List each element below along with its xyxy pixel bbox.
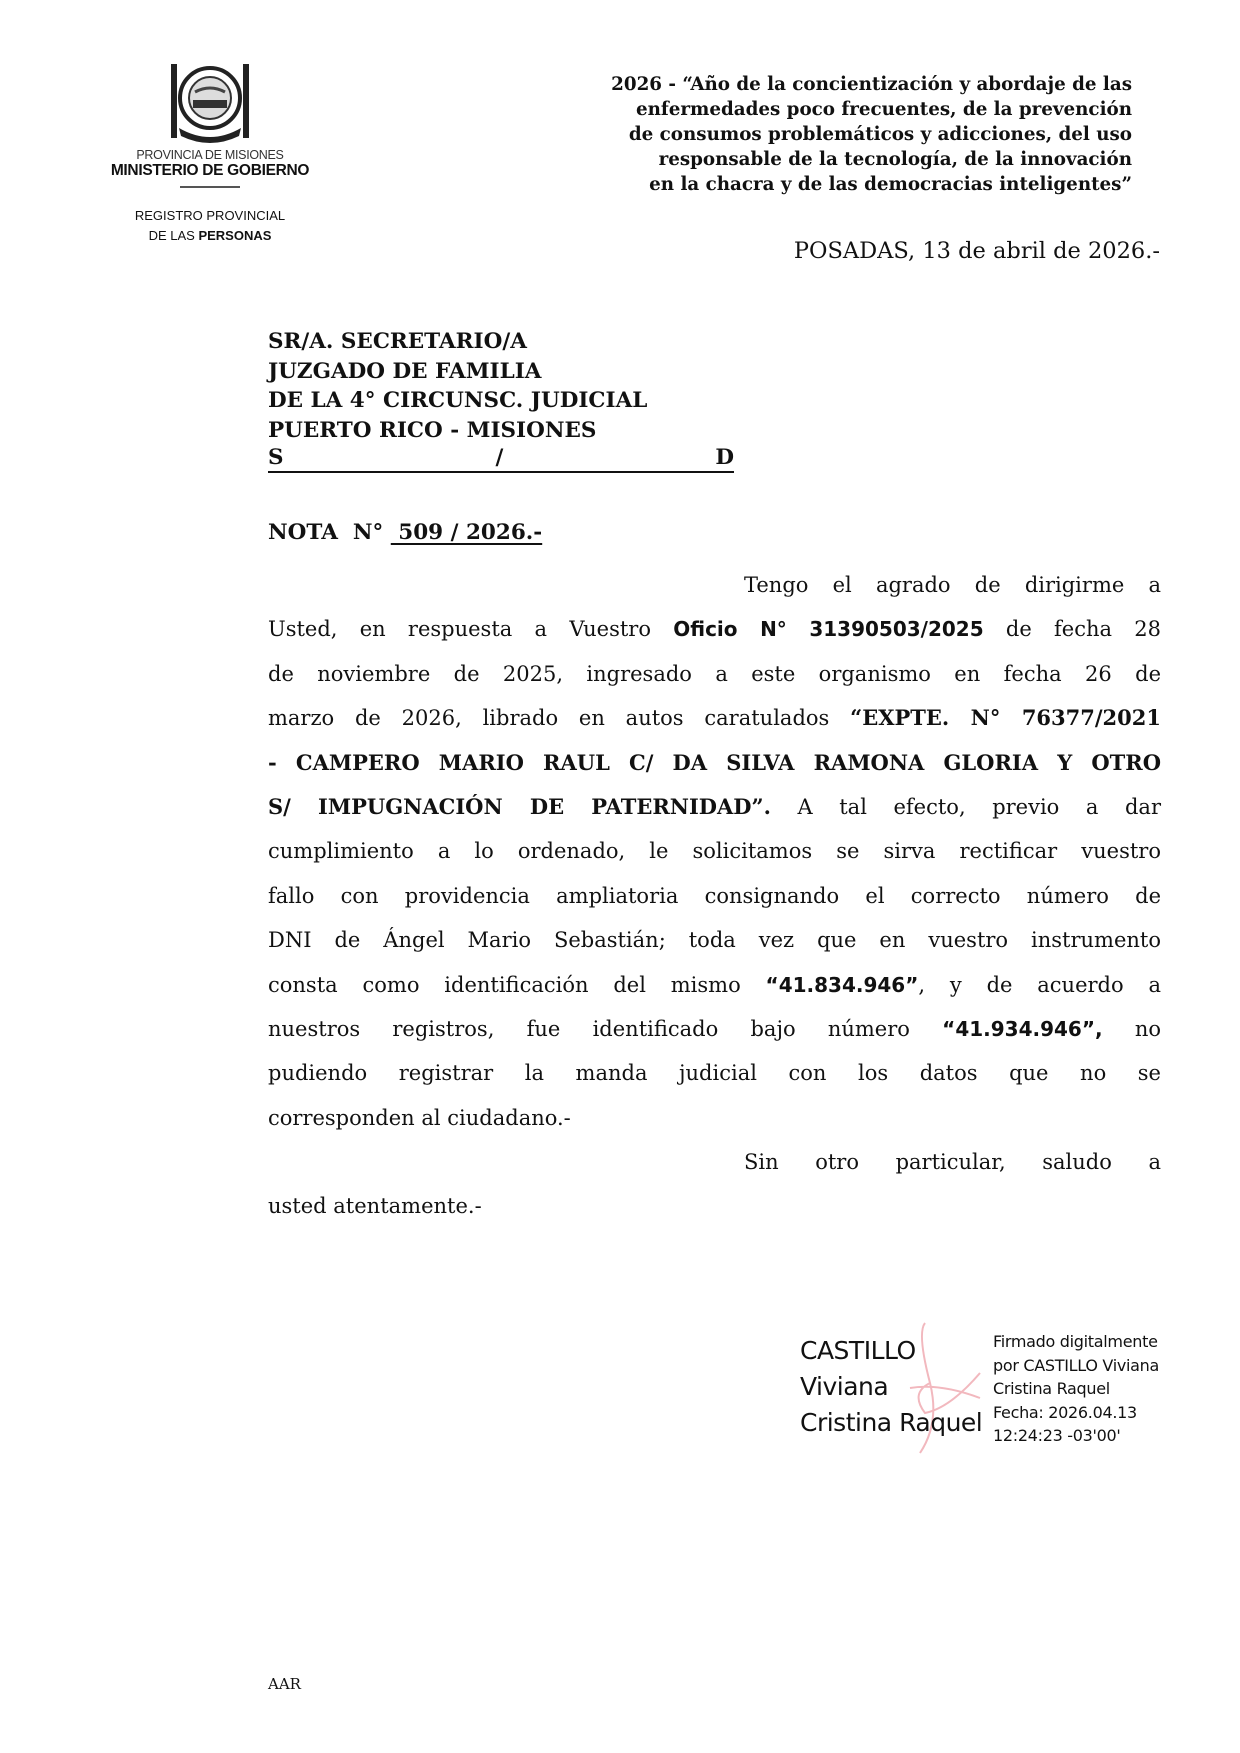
- sd-d: D: [715, 445, 734, 471]
- signature-detail-line: Firmado digitalmente: [993, 1332, 1158, 1351]
- note-label: NOTA N°: [268, 520, 384, 545]
- body-text: DNI de Ángel Mario Sebastián; toda vez que en vuestro instrumento: [268, 928, 1161, 953]
- body-text: A tal efecto, previo a dar: [770, 794, 1161, 819]
- body-line: [268, 696, 1161, 740]
- signer-name-line: CASTILLO: [800, 1336, 916, 1365]
- body-line: [268, 785, 1161, 829]
- body-emphasis: - CAMPERO MARIO RAUL C/ DA SILVA RAMONA GLORIA Y OTRO: [268, 749, 1161, 775]
- sd-s: S: [268, 445, 284, 471]
- body-line: [268, 829, 1161, 873]
- note-number-value: 509 / 2026.-: [390, 520, 543, 545]
- body-text: Usted, en respuesta a Vuestro: [268, 617, 674, 642]
- body-text: Tengo el agrado de dirigirme a: [744, 573, 1161, 597]
- signature-detail-line: por CASTILLO Viviana: [993, 1355, 1160, 1375]
- body-text: marzo de 2026, librado en autos caratulados: [268, 706, 851, 731]
- body-line: [268, 563, 1161, 607]
- addressee-block: [268, 327, 734, 473]
- note-number: [268, 520, 542, 545]
- body-text: no: [1102, 1016, 1162, 1041]
- body-text: fallo con providencia ampliatoria consignando el correcto número de: [268, 883, 1161, 908]
- author-initials: AAR: [268, 1675, 301, 1693]
- sd-slash: /: [495, 445, 504, 471]
- registry-line1: REGISTRO PROVINCIAL: [134, 208, 286, 223]
- motto-line: de consumos problemáticos y adicciones, del uso: [628, 124, 1132, 145]
- su-despacho-line: [268, 445, 734, 473]
- official-year-motto: [611, 72, 1132, 197]
- signature-detail-line: 12:24:23 -03'00': [993, 1426, 1121, 1445]
- body-emphasis: “EXPTE. N° 76377/2021: [850, 705, 1162, 731]
- body-text: de fecha 28: [983, 617, 1162, 642]
- body-line: [268, 963, 1161, 1007]
- body-line: [268, 1140, 1161, 1184]
- motto-line: responsable de la tecnología, de la innovación: [658, 149, 1132, 170]
- signature-details: [993, 1330, 1159, 1448]
- province-name: PROVINCIA DE MISIONES: [136, 148, 284, 162]
- registry-line2: [90, 226, 330, 246]
- body-emphasis: Oficio N° 31390503/2025: [673, 617, 984, 642]
- body-emphasis: “41.834.946”: [765, 972, 919, 997]
- body-emphasis: S/ IMPUGNACIÓN DE PATERNIDAD”.: [268, 793, 771, 819]
- addressee-line: PUERTO RICO - MISIONES: [268, 417, 597, 443]
- motto-line: 2026 - “Año de la concientización y abordaje de las: [611, 74, 1132, 95]
- body-line: [268, 741, 1161, 785]
- motto-line: enfermedades poco frecuentes, de la prevención: [635, 99, 1132, 120]
- logo-divider: [180, 186, 240, 188]
- registry-line2-prefix: DE LAS: [148, 228, 199, 243]
- body-text: cumplimiento a lo ordenado, le solicitamos se sirva rectificar vuestro: [268, 839, 1161, 864]
- body-text: usted atentamente.-: [268, 1194, 482, 1219]
- body-line: [268, 1051, 1161, 1095]
- body-line: [268, 918, 1161, 962]
- signature-detail-line: Cristina Raquel: [993, 1379, 1110, 1398]
- addressee-line: JUZGADO DE FAMILIA: [268, 358, 542, 384]
- signer-name-line: Viviana: [800, 1372, 889, 1401]
- body-text: pudiendo registrar la manda judicial con los datos que no se: [268, 1061, 1161, 1086]
- body-text: Sin otro particular, saludo a: [744, 1150, 1161, 1175]
- letter-body: [268, 563, 1161, 1229]
- body-line: [268, 874, 1161, 918]
- registry-name: [90, 206, 330, 246]
- body-text: consta como identificación del mismo: [268, 972, 766, 997]
- signer-name: [800, 1333, 982, 1441]
- signature-detail-line: Fecha: 2026.04.13: [993, 1402, 1137, 1422]
- letterhead-logo: [90, 58, 330, 246]
- registry-line2-bold: PERSONAS: [198, 228, 272, 243]
- body-line: [268, 1184, 1161, 1228]
- body-line: [268, 1007, 1161, 1051]
- body-line: [268, 607, 1161, 651]
- ministry-name: MINISTERIO DE GOBIERNO: [110, 162, 310, 179]
- letter-date: POSADAS, 13 de abril de 2026.-: [793, 238, 1160, 264]
- addressee-line: SR/A. SECRETARIO/A: [268, 329, 527, 354]
- body-text: nuestros registros, fue identificado bajo número: [268, 1016, 943, 1041]
- body-text: , y de acuerdo a: [918, 972, 1161, 997]
- addressee-line: DE LA 4° CIRCUNSC. JUDICIAL: [268, 388, 648, 414]
- body-text: de noviembre de 2025, ingresado a este organismo en fecha 26 de: [268, 661, 1161, 686]
- province-seal-icon: [165, 58, 255, 146]
- body-text: corresponden al ciudadano.-: [268, 1105, 571, 1130]
- body-line: [268, 1096, 1161, 1140]
- signer-name-line: Cristina Raquel: [800, 1408, 983, 1437]
- body-line: [268, 652, 1161, 696]
- body-emphasis: “41.934.946”,: [942, 1016, 1103, 1041]
- motto-line: en la chacra y de las democracias inteligentes”: [649, 174, 1132, 195]
